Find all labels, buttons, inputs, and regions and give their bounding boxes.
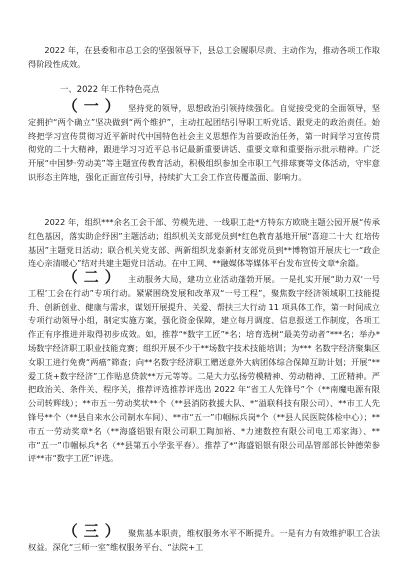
- item-1-numeral: （一）: [62, 97, 126, 115]
- item-3-paragraph: [28, 524, 380, 555]
- item-3-text: 聚焦基本职责，维权服务水平不断提升。一是有力有效维护职工合法权益。深化“三师一室”维权服务平台、“法院+工: [28, 528, 380, 552]
- item-2-text: 主动服务大局，建功立业活动蓬勃开展。一是扎实开展“助力双‘一号工程’工会在行动”专项行动。紧紧围绕发展和改革双“一号工程”，聚焦数字经济领域职工技能提升、创新创业、健康与需求，谋划开展提升、关爱、帮扶三大行动 11 项具体工作，第一时间成立专项行动领导小组，制定实施方案，强化资金保障，建立每月调度、信息报送工作制度，各项工作正有序推进并取得初步成效。如，推荐“*数字工匠”*名；培育选树“最美劳动者”***名；举办*场数字经济职工职业技能竞赛；组织开展不少于**场数字技术技能培训；为*** 名数字经济聚集区女职工进行免费“两癌”筛查；向**名数字经济职工赠送意外大病团体综合保障互助计划；开展“**爱工货+数字经济”工作贴息贷款**万元等等。二是大力弘扬劳模精神、劳动精神、工匠精神。严把政治关、条件关、程序关，推荐评选推荐评选出 2022 年“省工人先锋号”个（**南魔电源有限公司转辉线）；**市五一劳动奖状**个（**县消防救援大队、*“溢联科技有限公司）、**市工人先锋号**个（**县自来水公司制水车间）、**市“五一”巾帼标兵岗*个（**县人民医院体检中心）；**市五一劳动奖章*名（**海盛铝银有限公司职工陶加裕、*力速数控有限公司电工邓家海）、**市“五一”巾帼标兵*名（**县第五小学张平春）。推荐了*“海盛铝银有限公司品管部部长钟德荣参评**市“数字工匠”评选。: [28, 274, 380, 464]
- item-1-paragraph: [28, 99, 380, 185]
- item-3-numeral: （三）: [62, 522, 126, 540]
- intro-paragraph: 2022 年，在县委和市总工会的坚强领导下，县总工会履职尽责、主动作为，推动各项工作取得阶段性成效。: [28, 45, 380, 69]
- item-2-paragraph: [28, 270, 380, 466]
- item-1-text: 坚持党的领导，思想政治引领持续强化。自觉接受党的全面领导，坚定拥护“两个确立”坚决做到“两个维护”，主动扛起团结引导职工听党话、跟党走的政治责任。始终把学习宣传贯彻习近平新时代中国特色社会主义思想作为首要政治任务，第一时间学习宣传贯彻党的二十大精神，跟进学习习近平总书记最新重要讲话、重要文章和重要指示批示精神。广泛开展“中国梦·劳动美”等主题宣传教育活动，积极组织参加全市职工气排球赛等文体活动，守牢意识形态主阵地，强化正面宣传引导，持续扩大工会工作宣传覆盖面、影响力。: [28, 103, 380, 182]
- item-2-numeral: （二）: [62, 268, 126, 286]
- section-heading: 一、2022 年工作特色亮点: [60, 84, 160, 94]
- item-1-continuation-paragraph: 2022 年，组织***余名工会干部、劳模先进、一线职工赴*方特东方欧晓主题公园开展“传承红色基因，落实助企纾困”主题活动；组织机关支部党员到*红色教育基地开展“喜迎二十大 红培传基因”主题党日活动；联合机关党支部、两新组织龙泰新材支部党员到**博物馆开展庆七一“政企连心亲清暖心”结对共建主题党日活动。在中工网、**融媒体等媒体平台发布宣传文章*余篇。: [28, 217, 380, 269]
